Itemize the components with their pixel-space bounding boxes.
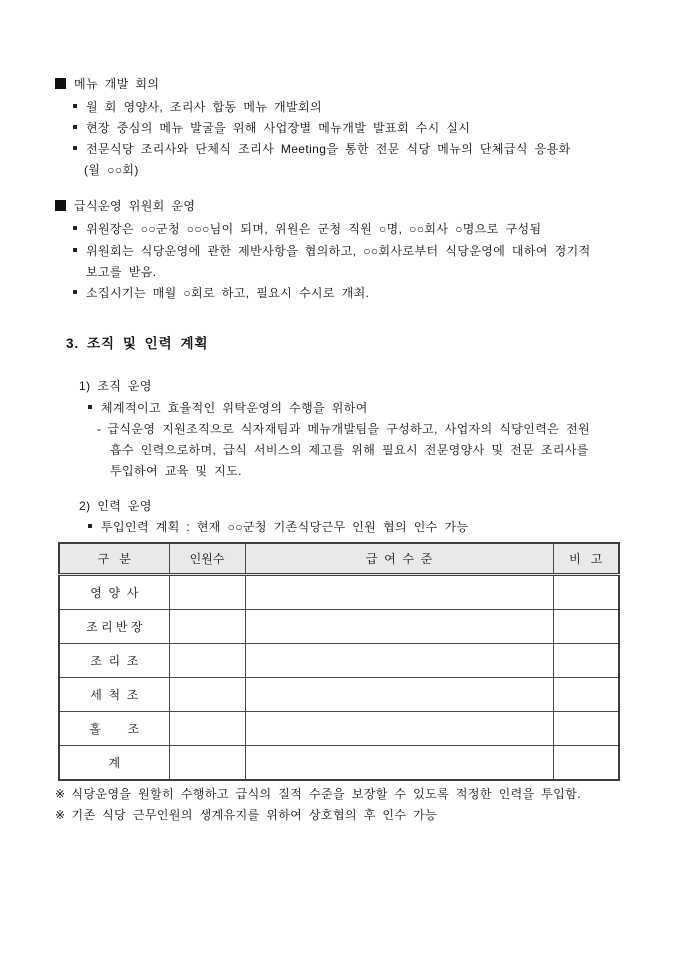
cell-headcount xyxy=(169,610,245,644)
bullet-icon xyxy=(73,290,77,294)
header-note: 비 고 xyxy=(553,543,619,575)
cell-note xyxy=(553,712,619,746)
footnote-1 xyxy=(55,786,581,802)
footnote-1-text: 식당운영을 원할히 수행하고 급식의 질적 수준을 보장할 수 있도록 적정한 인력을 투입함. xyxy=(71,787,581,801)
section-marker-icon xyxy=(55,200,66,211)
section-menu-title xyxy=(55,76,159,92)
cell-note xyxy=(553,644,619,678)
org-bullet-text: 체계적이고 효율적인 위탁운영의 수행을 위하여 xyxy=(101,401,368,415)
cell-salary xyxy=(245,575,553,610)
cell-label: 조 리 조 xyxy=(59,644,169,678)
cell-salary xyxy=(245,678,553,712)
menu-bullet-1-text: 월 회 영양사, 조리사 합동 메뉴 개발회의 xyxy=(86,100,323,114)
reference-mark-icon: ※ xyxy=(55,787,66,801)
cell-note xyxy=(553,610,619,644)
cell-label: 홀 조 xyxy=(59,712,169,746)
bullet-icon xyxy=(88,524,92,528)
bullet-icon xyxy=(73,248,77,252)
menu-bullet-2 xyxy=(73,120,470,136)
org-dash-line-1-text: 급식운영 지원조직으로 식자재팀과 메뉴개발팀을 구성하고, 사업자의 식당인력은 전원 xyxy=(107,422,590,436)
personnel-bullet-text: 투입인력 계획 : 현재 ○○군청 기존식당근무 인원 협의 인수 가능 xyxy=(101,520,469,534)
cell-salary xyxy=(245,746,553,781)
bullet-icon xyxy=(73,146,77,150)
cell-label: 세 척 조 xyxy=(59,678,169,712)
cell-headcount xyxy=(169,746,245,781)
menu-bullet-3 xyxy=(73,141,571,157)
cell-note xyxy=(553,575,619,610)
committee-bullet-2-text: 위원회는 식당운영에 관한 제반사항을 협의하고, ○○회사로부터 식당운영에 대하여 정기적 xyxy=(86,244,591,258)
committee-bullet-2-continuation: 보고를 받음. xyxy=(86,265,157,279)
section-committee-title-text: 급식운영 위원회 운영 xyxy=(74,199,196,213)
org-dash-line-1 xyxy=(97,421,590,437)
bullet-icon xyxy=(73,125,77,129)
table-row xyxy=(59,644,619,678)
footnote-2 xyxy=(55,807,437,823)
section-marker-icon xyxy=(55,78,66,89)
committee-bullet-1-text: 위원장은 ○○군청 ○○○님이 되며, 위원은 군청 직원 ○명, ○○회사 ○명으로 구성됨 xyxy=(86,222,542,236)
org-dash-line-2: 흡수 인력으로하며, 급식 서비스의 제고를 위해 필요시 전문영양사 및 전문 조리사를 xyxy=(110,443,589,457)
org-dash-line-3: 투입하여 교육 및 지도. xyxy=(110,464,242,478)
cell-label: 조 리 반 장 xyxy=(59,610,169,644)
org-heading: 1) 조직 운영 xyxy=(79,379,152,393)
table-row xyxy=(59,678,619,712)
committee-bullet-3 xyxy=(73,285,369,301)
committee-bullet-3-text: 소집시기는 매월 ○회로 하고, 필요시 수시로 개최. xyxy=(86,286,370,300)
cell-label: 계 xyxy=(59,746,169,781)
cell-salary xyxy=(245,610,553,644)
table-row xyxy=(59,746,619,781)
bullet-icon xyxy=(73,226,77,230)
committee-bullet-1 xyxy=(73,221,541,237)
menu-bullet-1 xyxy=(73,99,322,115)
footnote-2-text: 기존 식당 근무인원의 생계유지를 위하여 상호협의 후 인수 가능 xyxy=(71,808,438,822)
menu-bullet-3-text: 전문식당 조리사와 단체식 조리사 Meeting을 통한 전문 식당 메뉴의 단체급식 응용화 xyxy=(86,142,571,156)
personnel-heading: 2) 인력 운영 xyxy=(79,499,152,513)
cell-headcount xyxy=(169,678,245,712)
table-row xyxy=(59,610,619,644)
cell-headcount xyxy=(169,575,245,610)
bullet-icon xyxy=(73,104,77,108)
bullet-icon xyxy=(88,405,92,409)
cell-headcount xyxy=(169,644,245,678)
cell-label: 영 양 사 xyxy=(59,575,169,610)
personnel-bullet xyxy=(88,519,468,535)
cell-note xyxy=(553,746,619,781)
header-category: 구 분 xyxy=(59,543,169,575)
cell-note xyxy=(553,678,619,712)
cell-salary xyxy=(245,644,553,678)
menu-bullet-2-text: 현장 중심의 메뉴 발굴을 위해 사업장별 메뉴개발 발표회 수시 실시 xyxy=(86,121,471,135)
header-salary: 급 여 수 준 xyxy=(245,543,553,575)
dash-marker: - xyxy=(97,422,102,436)
cell-headcount xyxy=(169,712,245,746)
committee-bullet-2 xyxy=(73,243,591,259)
header-headcount: 인원수 xyxy=(169,543,245,575)
org-bullet xyxy=(88,400,368,416)
table-row xyxy=(59,575,619,610)
section-committee-title xyxy=(55,198,195,214)
section-3-title: 3. 조직 및 인력 계획 xyxy=(66,336,209,351)
section-menu-title-text: 메뉴 개발 회의 xyxy=(74,77,160,91)
staffing-table xyxy=(58,542,620,781)
table-row xyxy=(59,712,619,746)
table-header-row xyxy=(59,543,619,575)
cell-salary xyxy=(245,712,553,746)
reference-mark-icon: ※ xyxy=(55,808,66,822)
menu-bullet-3-continuation: (월 ○○회) xyxy=(84,163,139,177)
